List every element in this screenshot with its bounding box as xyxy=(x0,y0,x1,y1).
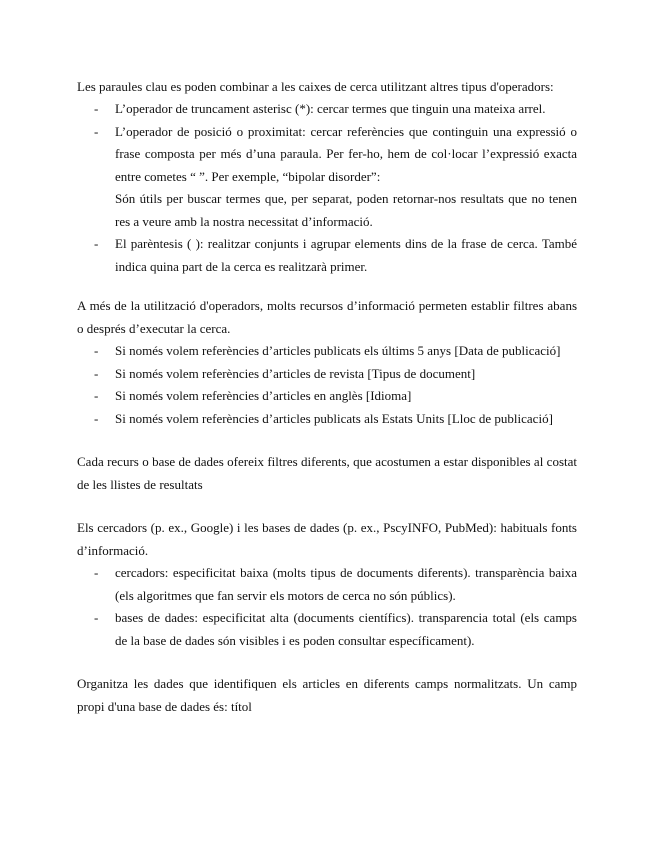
list-item xyxy=(77,607,577,652)
list-dash: - xyxy=(94,610,99,625)
list-item xyxy=(77,385,577,408)
list-dash: - xyxy=(94,365,99,381)
list-item xyxy=(77,340,577,363)
list-dash: - xyxy=(94,101,99,116)
filters-note-paragraph: Cada recurs o base de dades ofereix filtres diferents, que acostumen a estar disponibles al costat de les llistes de resultats xyxy=(77,454,577,492)
list-item-subtext: Són útils per buscar termes que, per separat, poden retornar-nos resultats que no tenen res a veure amb la nostra necessitat d’informació. xyxy=(115,191,577,229)
list-item-text: Si només volem referències d’articles publicats els últims 5 anys [Data de publicació] xyxy=(115,343,561,358)
list-dash: - xyxy=(94,236,99,251)
list-item xyxy=(77,562,577,607)
list-item-text: L’operador de truncament asterisc (*): cercar termes que tinguin una mateixa arrel. xyxy=(115,101,546,116)
list-item xyxy=(77,233,577,278)
list-item-text: Si només volem referències d’articles publicats als Estats Units [Lloc de publicació] xyxy=(115,410,553,426)
list-dash: - xyxy=(94,565,99,580)
list-item-text: Si només volem referències d’articles en anglès [Idioma] xyxy=(115,388,412,403)
list-item-text: cercadors: especificitat baixa (molts tipus de documents diferents). transparència baixa (els algoritmes que fan servir els motors de cerca no són públics). xyxy=(115,565,577,603)
list-item xyxy=(77,363,577,386)
intro-paragraph: Les paraules clau es poden combinar a les caixes de cerca utilitzant altres tipus d'operadors: xyxy=(77,79,554,94)
list-item-text: Si només volem referències d’articles de revista [Tipus de document] xyxy=(115,365,476,381)
list-item xyxy=(77,98,577,121)
list-item-text: El parèntesis ( ): realitzar conjunts i agrupar elements dins de la frase de cerca. També indica quina part de la cerca es realitzarà primer. xyxy=(115,236,577,274)
list-item-text: bases de dades: especificitat alta (documents científics). transparencia total (els camps de la base de dades són visibles i es poden consultar específicament). xyxy=(115,610,577,648)
filters-list xyxy=(77,340,577,430)
filters-intro-paragraph: A més de la utilització d'operadors, molts recursos d’informació permeten establir filtres abans o després d’executar la cerca. xyxy=(77,298,577,336)
sources-intro-paragraph: Els cercadors (p. ex., Google) i les bases de dades (p. ex., PscyINFO, PubMed): habituals fonts d’informació. xyxy=(77,520,577,558)
list-dash: - xyxy=(94,343,99,358)
list-dash: - xyxy=(94,123,99,139)
list-dash: - xyxy=(94,388,99,403)
list-item xyxy=(77,408,577,431)
sources-list xyxy=(77,562,577,652)
list-item-text: L’operador de posició o proximitat: cercar referències que continguin una expressió o frase composta per més d’una paraula. Per fer-ho, hem de col·locar l’expressió exacta entre cometes “ ”. Per exemple, “bipolar disorder”: xyxy=(115,123,577,184)
list-dash: - xyxy=(94,410,99,426)
list-item xyxy=(77,121,577,234)
closing-paragraph: Organitza les dades que identifiquen els articles en diferents camps normalitzats. Un camp propi d'una base de dades és: títol xyxy=(77,676,577,714)
operators-list xyxy=(77,98,577,278)
